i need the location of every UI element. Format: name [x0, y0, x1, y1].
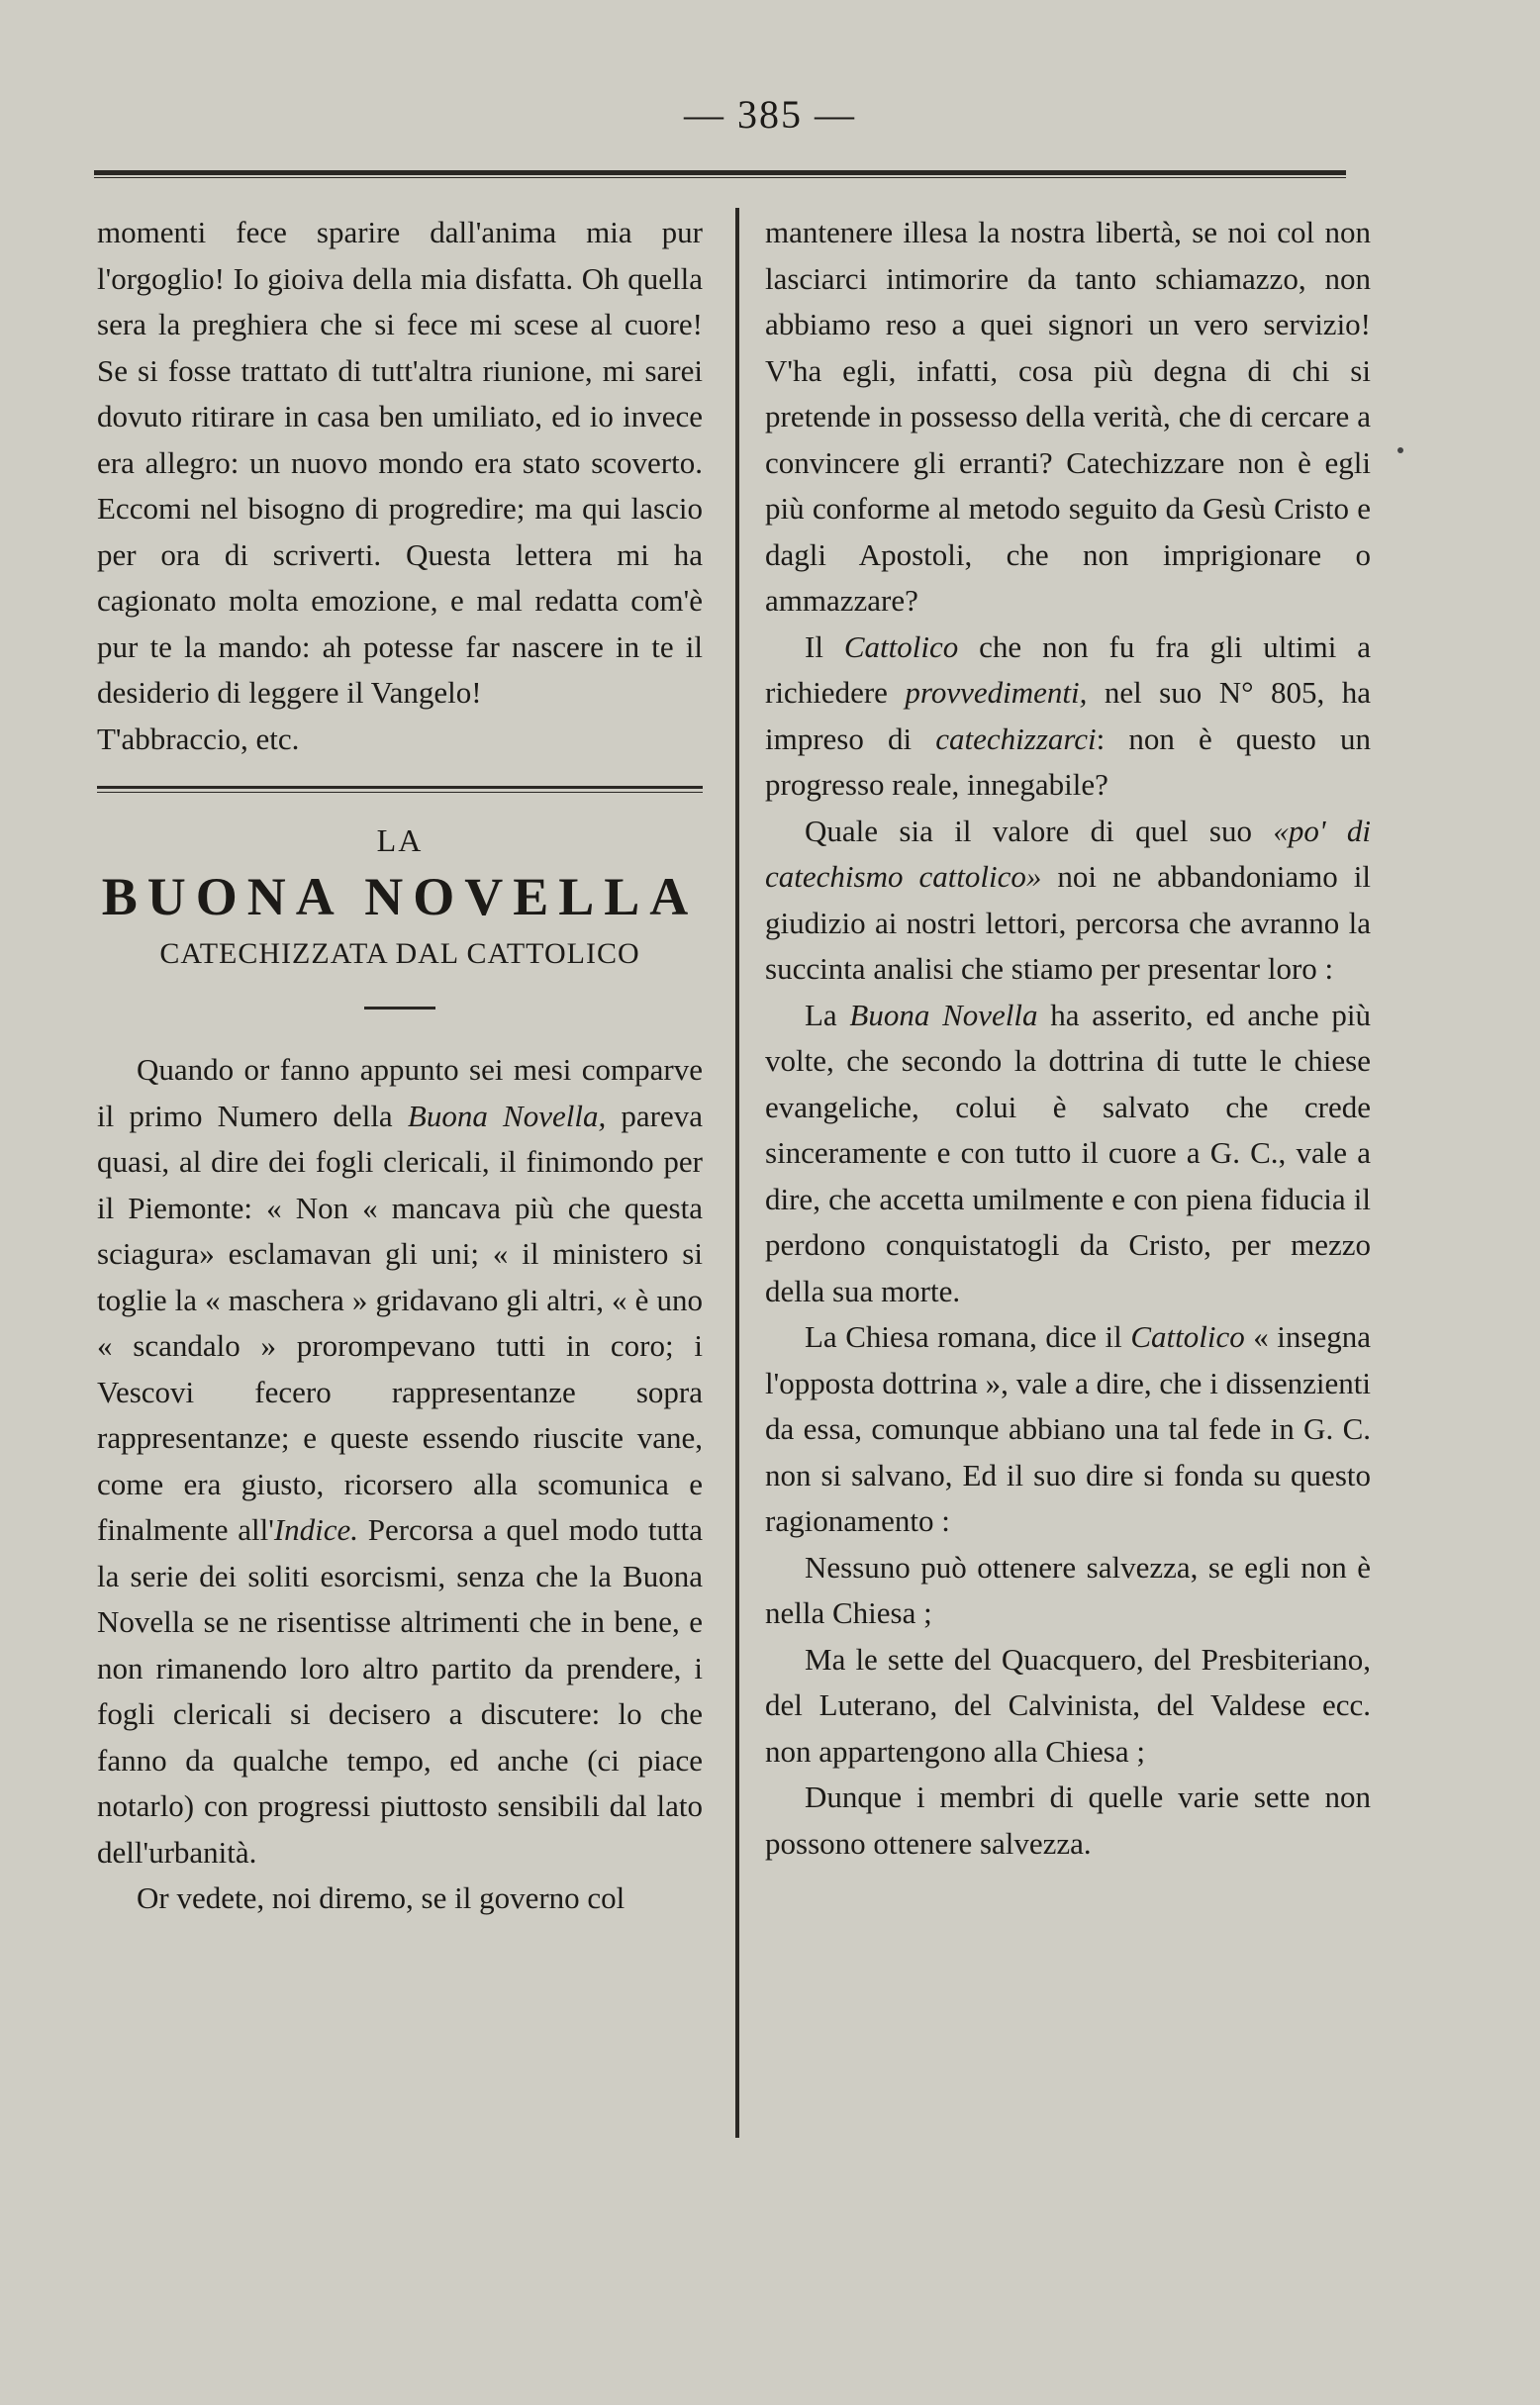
left-column [97, 210, 703, 1922]
article-paragraph-1 [97, 1047, 703, 1876]
italic-run: provvedimenti, [905, 675, 1088, 710]
text-run: Quando or fanno appunto sei mesi comparve il primo Numero della [97, 1052, 703, 1133]
page-number: — 385 — [684, 92, 856, 137]
article-paragraph-6 [765, 1314, 1371, 1545]
column-divider [735, 208, 739, 2138]
article-paragraph-3 [765, 625, 1371, 809]
italic-run: Buona Novella [849, 997, 1038, 1032]
text-run: Percorsa a quel modo tutta la serie dei soliti esorcismi, senza che la Buona Novella se ne risentisse altrimenti che in bene, e non rimanendo loro altro partito da prendere, i fogli clericali si decisero a discutere: lo che fanno da qualche tempo, ed anche (ci piace notarlo) con progressi piuttosto sensibili dal lato dell'urbanità. [97, 1512, 704, 1870]
text-run: : non è questo un progresso reale, innegabile? [765, 721, 1371, 802]
syllogism-premise-2: Ma le sette del Quacquero, del Presbiteriano, del Luterano, del Calvinista, del Valdese ecc. non appartengono alla Chiesa ; [765, 1641, 1371, 1769]
article-paragraph-2: Or vedete, noi diremo, se il governo col [137, 1880, 626, 1915]
title-short-rule [364, 1007, 435, 1010]
text-run: noi ne abbandoniamo il giudizio ai nostri lettori, percorsa che avranno la succinta analisi che stiamo per presentar loro : [765, 859, 1371, 986]
italic-run: catechizzarci [935, 721, 1097, 756]
article-heading-article: LA [376, 822, 424, 858]
syllogism-premise-1: Nessuno può ottenere salvezza, se egli non è nella Chiesa ; [765, 1549, 1371, 1630]
italic-run: Cattolico [1130, 1319, 1245, 1354]
right-column [765, 210, 1371, 1867]
italic-run: Indice. [273, 1512, 359, 1547]
text-run: Quale sia il valore di quel suo [805, 813, 1274, 848]
text-run: La [805, 997, 850, 1032]
italic-run: Buona Novella, [407, 1098, 607, 1133]
article-title: BUONA NOVELLA [101, 867, 699, 926]
text-run: « insegna l'opposta dottrina », vale a dire, che i dissenzienti da essa, comunque abbiano una tal fede in G. C. non si salvano, Ed il suo dire si fonda su questo ragionamento : [765, 1319, 1371, 1538]
article-paragraph-continued: mantenere illesa la nostra libertà, se noi col non lasciarci intimorire da tanto schiamazzo, non abbiamo reso a quei signori un vero servizio! V'ha egli, infatti, cosa più degna di chi si pretende in possesso della verità, che di cercare a convincere gli erranti? Catechizzare non è egli più conforme al metodo seguito da Gesù Cristo e dagli Apostoli, che non imprigionare o ammazzare? [765, 215, 1371, 618]
letter-end-paragraph: momenti fece sparire dall'anima mia pur l'orgoglio! Io gioiva della mia disfatta. Oh quella sera la preghiera che si fece mi scese al cuore! Se si fosse trattato di tutt'altra riunione, mi sarei dovuto ritirare in casa ben umiliato, ed io invece era allegro: un nuovo mondo era stato scoverto. Eccomi nel bisogno di progredire; ma qui lascio per ora di scriverti. Questa lettera mi ha cagionato molta emozione, e mal redatta com'è pur te la mando: ah potesse far nascere in te il desiderio di leggere il Vangelo! [97, 215, 703, 710]
ink-speck [1397, 447, 1403, 453]
italic-run: Cattolico [843, 628, 959, 664]
article-paragraph-4 [765, 809, 1371, 993]
text-run: Il [805, 628, 844, 664]
text-run: nel suo N° 805, ha impreso di [765, 675, 1371, 756]
text-run: La Chiesa romana, dice il [805, 1319, 1131, 1354]
text-run: ha asserito, ed anche più volte, che secondo la dottrina di tutte le chiese evangeliche, colui è salvato che crede sinceramente e con tutto il cuore a G. C., vale a dire, che accetta umilmente e con piena fiducia il perdono conquistatogli da Cristo, per mezzo della sua morte. [765, 997, 1371, 1308]
text-run: pareva quasi, al dire dei fogli clericali, il finimondo per il Piemonte: « Non « mancava più che questa sciagura» esclamavan gli uni; « il ministero si toglie la « maschera » gridavano gli altri, « è uno « scandalo » prorompevano tutti in coro; i Vescovi fecero rappresentanze sopra rappresentanze; e queste essendo riuscite vane, come era giusto, ricorsero alla scomunica e finalmente all' [97, 1098, 703, 1547]
section-divider [97, 786, 703, 793]
letter-closing: T'abbraccio, etc. [97, 721, 300, 756]
italic-run: «po' di catechismo cattolico» [765, 813, 1372, 894]
header-rule [94, 170, 1346, 178]
text-run: che non fu fra gli ultimi a richiedere [765, 628, 1371, 710]
syllogism-conclusion: Dunque i membri di quelle varie sette non possono ottenere salvezza. [765, 1780, 1371, 1861]
article-paragraph-5 [765, 993, 1371, 1315]
article-subtitle: CATECHIZZATA DAL CATTOLICO [159, 937, 640, 970]
